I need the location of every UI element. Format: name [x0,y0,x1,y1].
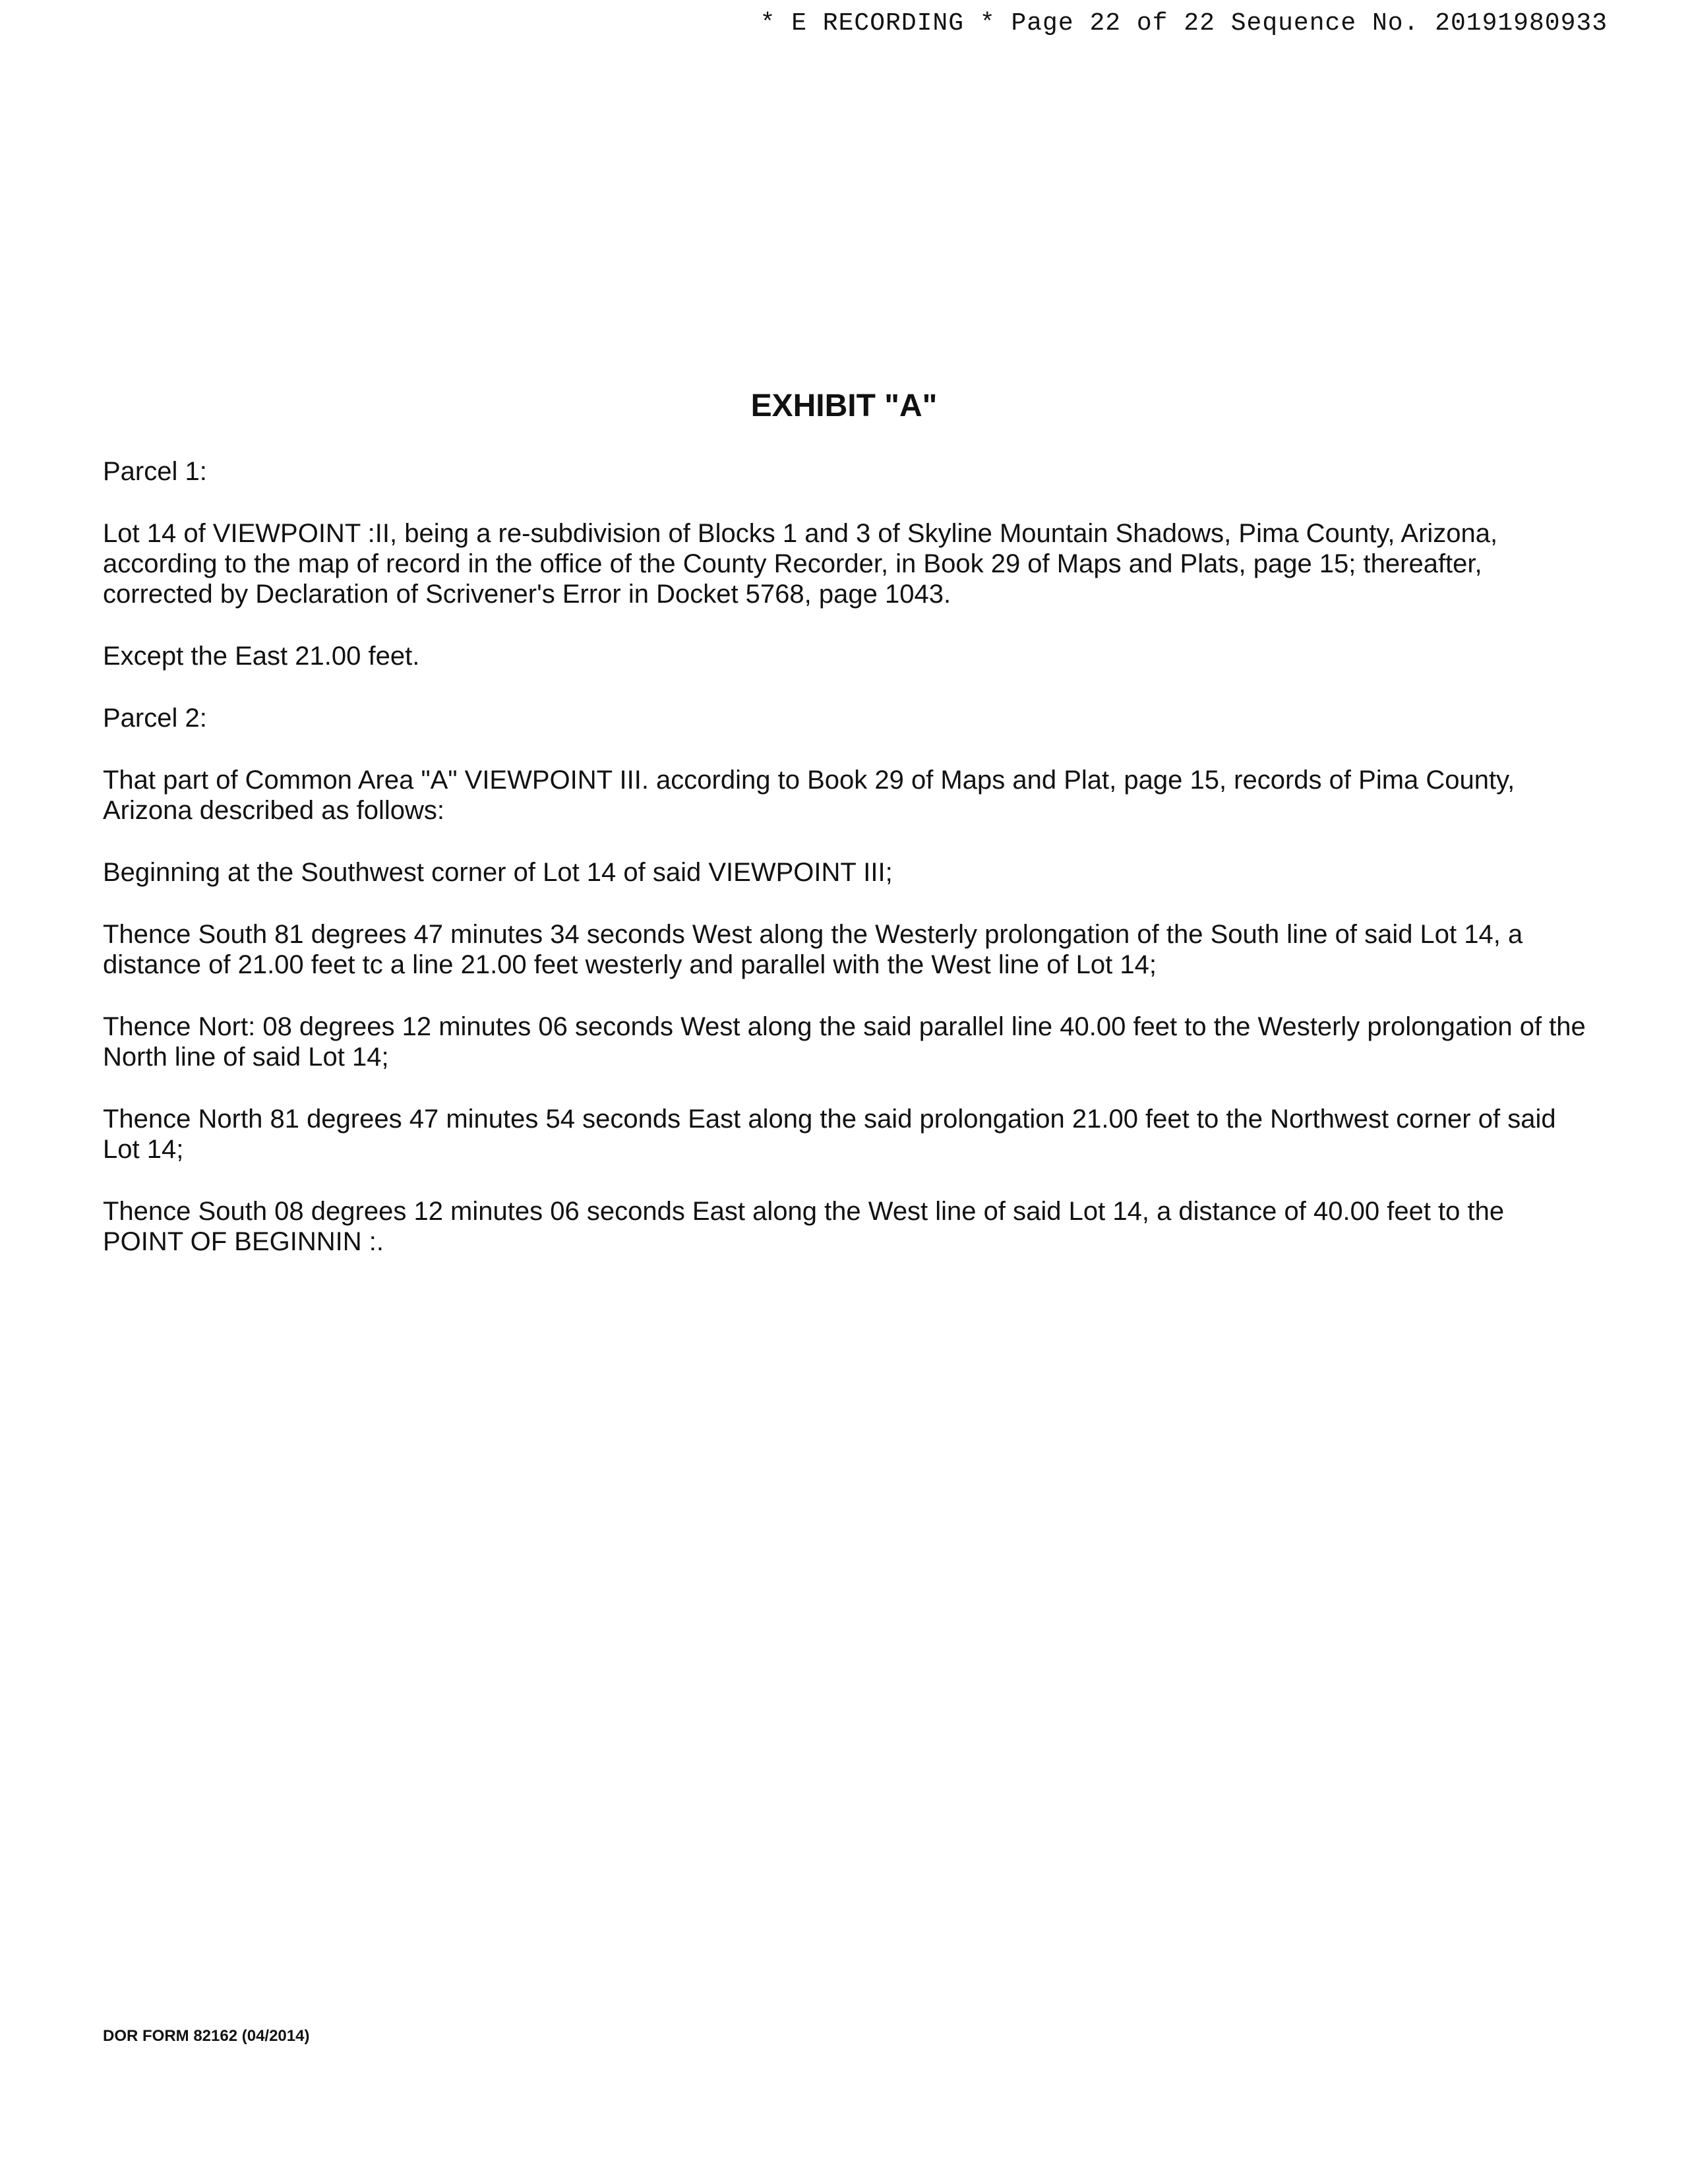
parcel-2-heading: Parcel 2: [103,704,207,733]
parcel-1-exception: Except the East 21.00 feet. [103,642,420,671]
course-1: Thence South 81 degrees 47 minutes 34 seconds West along the Westerly prolongation of the South line of said Lot 14, a distance of 21.00 feet tc a line 21.00 feet westerly and parallel with the West line of Lot 14; [103,920,1523,979]
point-of-beginning: Beginning at the Southwest corner of Lot 14 of said VIEWPOINT III; [103,858,893,887]
legal-description [103,456,1586,1289]
recording-header: * E RECORDING * Page 22 of 22 Sequence No. 20191980933 [760,9,1608,38]
parcel-1-description: Lot 14 of VIEWPOINT :II, being a re-subdivision of Blocks 1 and 3 of Skyline Mountain Shadows, Pima County, Arizona, according to the map of record in the office of the County Recorder, in Book 29 of Maps and Plats, page 15; thereafter, corrected by Declaration of Scrivener's Error in Docket 5768, page 1043. [103,519,1498,609]
course-3: Thence North 81 degrees 47 minutes 54 seconds East along the said prolongation 21.00 feet to the Northwest corner of said Lot 14; [103,1105,1556,1164]
parcel-1-heading: Parcel 1: [103,457,207,486]
course-2: Thence Nort: 08 degrees 12 minutes 06 seconds West along the said parallel line 40.00 feet to the Westerly prolongation of the North line of said Lot 14; [103,1012,1586,1072]
form-number: DOR FORM 82162 (04/2014) [103,2027,310,2045]
exhibit-title: EXHIBIT "A" [750,388,938,423]
parcel-2-description: That part of Common Area "A" VIEWPOINT III. according to Book 29 of Maps and Plat, page 15, records of Pima County, Arizona described as follows: [103,766,1515,825]
course-4: Thence South 08 degrees 12 minutes 06 seconds East along the West line of said Lot 14, a distance of 40.00 feet to the POINT OF BEGINNIN :. [103,1197,1505,1256]
